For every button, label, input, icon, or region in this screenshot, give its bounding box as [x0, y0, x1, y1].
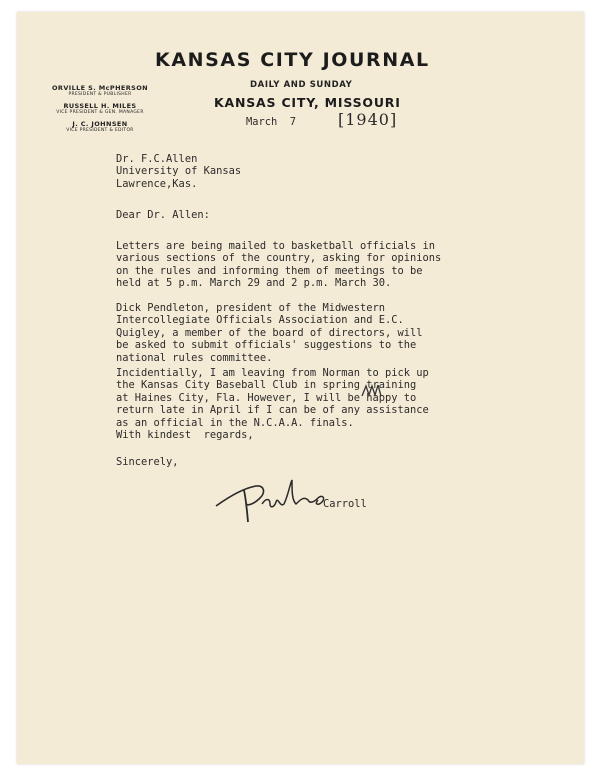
text-line: Quigley, a member of the board of directors, will	[116, 326, 423, 339]
signature-scrawl	[210, 474, 340, 526]
text-line: be asked to submit officials' suggestions to the	[116, 339, 417, 352]
address-line: Lawrence,Kas.	[116, 177, 198, 190]
city-line: KANSAS CITY, MISSOURI	[214, 95, 401, 110]
newspaper-title: KANSAS CITY JOURNAL	[155, 49, 430, 71]
closing-line: With kindest regards,	[116, 429, 254, 441]
valediction: Sincerely,	[116, 456, 179, 468]
text-line: Letters are being mailed to basketball officials in	[116, 240, 436, 252]
recipient-address	[116, 153, 241, 190]
staff-name: RUSSELL H. MILES	[63, 102, 137, 110]
text-line: held at 5 p.m. March 29 and 2 p.m. March 30.	[116, 277, 392, 290]
text-line: on the rules and informing them of meetings to be	[116, 264, 423, 277]
edition-line: DAILY AND SUNDAY	[250, 80, 353, 90]
text-line: as an official in the N.C.A.A. finals.	[116, 416, 354, 429]
text-line: Intercollegiate Officials Association and E.C.	[116, 314, 404, 327]
letter-date: March 7	[246, 116, 297, 128]
text-line: return late in April if I can be of any assistance	[116, 404, 429, 417]
staff-name: ORVILLE S. McPHERSON	[52, 84, 148, 92]
typed-signature-name: Carroll	[323, 498, 367, 510]
staff-role: VICE PRESIDENT & EDITOR	[66, 128, 134, 133]
staff-role: PRESIDENT & PUBLISHER	[68, 92, 132, 97]
paragraph-1	[116, 240, 441, 290]
text-line: Dick Pendleton, president of the Midwestern	[116, 302, 385, 314]
staff-list	[30, 84, 170, 138]
salutation: Dear Dr. Allen:	[116, 209, 210, 221]
address-line: Dr. F.C.Allen	[116, 153, 198, 165]
staff-name: J. C. JOHNSEN	[72, 120, 128, 128]
text-line: at Haines City, Fla. However, I will be happy to	[116, 391, 417, 404]
year-annotation: [1940]	[338, 110, 398, 129]
staff-role: VICE PRESIDENT & GEN. MANAGER	[56, 110, 144, 115]
text-line: national rules committee.	[116, 351, 273, 364]
text-line: Incidentially, I am leaving from Norman to pick up	[116, 367, 429, 379]
text-line: various sections of the country, asking for opinions	[116, 252, 442, 265]
address-line: University of Kansas	[116, 165, 242, 178]
handwritten-initials	[360, 382, 386, 400]
paragraph-2	[116, 302, 423, 364]
text-line: the Kansas City Baseball Club in spring training	[116, 379, 417, 392]
